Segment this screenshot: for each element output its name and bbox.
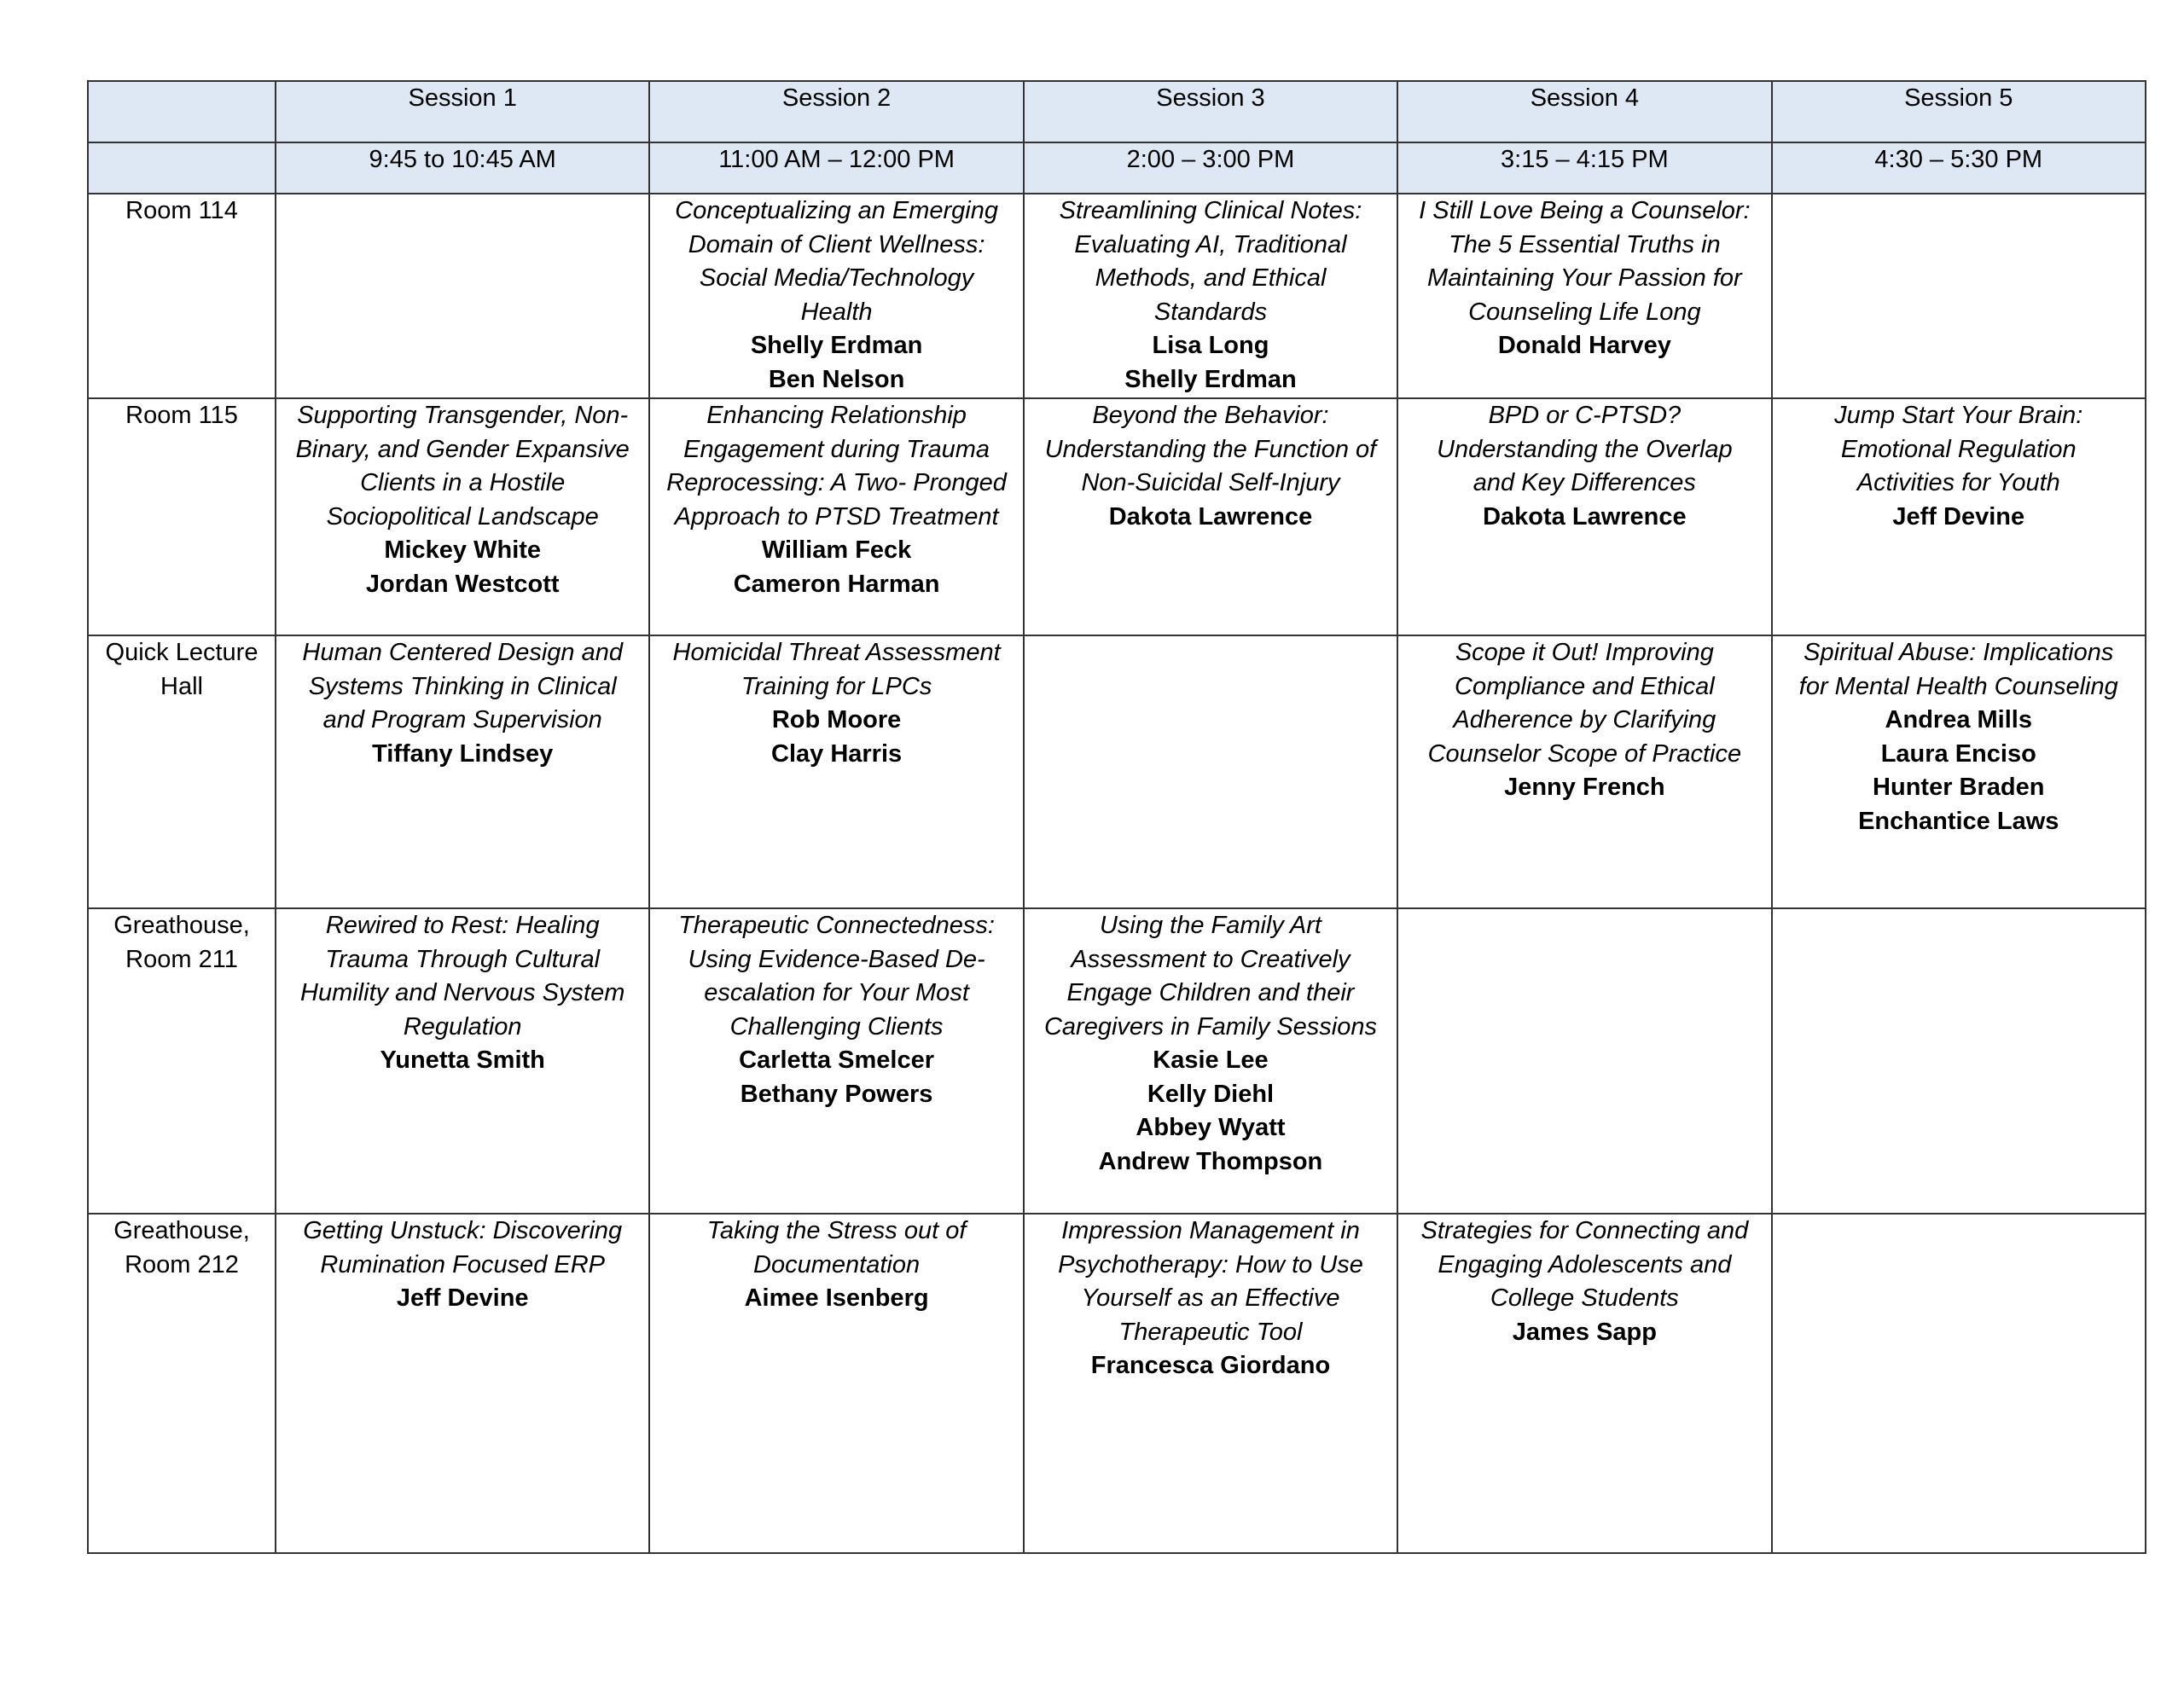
session-title: Training for LPCs xyxy=(741,672,932,700)
presenter-name: Jeff Devine xyxy=(396,1284,529,1312)
session-title: Compliance and Ethical xyxy=(1455,672,1715,700)
session-title: Streamlining Clinical Notes: xyxy=(1059,197,1362,224)
room-name-cell xyxy=(88,1214,276,1553)
session-title: Impression Management in xyxy=(1061,1217,1360,1244)
presenter-name: Shelly Erdman xyxy=(750,332,923,359)
room-row xyxy=(88,194,2146,398)
presenter-name: William Feck xyxy=(761,536,912,564)
session-title: Conceptualizing an Emerging xyxy=(675,197,998,224)
session-title: Strategies for Connecting and xyxy=(1420,1217,1749,1244)
presenter-name: Yunetta Smith xyxy=(380,1046,545,1074)
presenter-name: Rob Moore xyxy=(771,706,902,733)
session-title: Standards xyxy=(1153,298,1268,326)
session-title: BPD or C-PTSD? xyxy=(1488,402,1682,429)
presenter-name: Donald Harvey xyxy=(1497,332,1671,359)
session-title: Trauma Through Cultural xyxy=(325,945,601,973)
presenter-name: Aimee Isenberg xyxy=(744,1284,929,1312)
session-title: Beyond the Behavior: xyxy=(1092,402,1329,429)
session-cell xyxy=(649,398,1023,635)
session-title: Clients in a Hostile xyxy=(360,469,566,496)
session-title: Non-Suicidal Self-Injury xyxy=(1081,469,1340,496)
room-name: Greathouse, xyxy=(113,1217,250,1244)
session-cell xyxy=(276,635,649,908)
session-cell xyxy=(649,908,1023,1214)
session-title: Systems Thinking in Clinical xyxy=(308,672,617,700)
session-title: Human Centered Design and xyxy=(302,639,623,666)
presenter-name: Mickey White xyxy=(384,536,542,564)
presenter-name: Hunter Braden xyxy=(1873,774,2045,801)
session-title: and Program Supervision xyxy=(322,706,602,733)
room-name: Quick Lecture xyxy=(105,639,258,666)
session-title: for Mental Health Counseling xyxy=(1798,672,2118,700)
session-title: Jump Start Your Brain: xyxy=(1834,402,2083,429)
room-row xyxy=(88,635,2146,908)
presenter-name: Carletta Smelcer xyxy=(739,1046,935,1074)
session-cell xyxy=(1397,194,1771,398)
presenter-name: Ben Nelson xyxy=(768,365,905,393)
session-title: Caregivers in Family Sessions xyxy=(1043,1012,1377,1041)
session-title: Domain of Client Wellness: xyxy=(688,230,985,258)
room-name: Greathouse, xyxy=(113,912,250,939)
session-title: Taking the Stress out of xyxy=(706,1217,967,1244)
session-title: escalation for Your Most xyxy=(704,979,969,1006)
presenter-name: Shelly Erdman xyxy=(1124,365,1297,393)
session-title: Binary, and Gender Expansive xyxy=(295,435,630,463)
presenter-name: Dakota Lawrence xyxy=(1483,502,1687,530)
room-name: Hall xyxy=(160,672,203,700)
session-title: Engaging Adolescents and xyxy=(1438,1250,1732,1278)
session-label: Session 2 xyxy=(649,81,1023,142)
session-time: 4:30 – 5:30 PM xyxy=(1772,142,2146,194)
empty-session-cell xyxy=(276,194,649,398)
session-title: Therapeutic Connectedness: xyxy=(678,912,995,939)
room-name: Room 212 xyxy=(125,1250,239,1278)
session-title: Counseling Life Long xyxy=(1468,298,1701,326)
session-label-row xyxy=(88,81,2146,142)
presenter-name: Kasie Lee xyxy=(1153,1046,1269,1074)
session-cell xyxy=(1772,635,2146,908)
empty-session-cell xyxy=(1772,194,2146,398)
presenter-name: James Sapp xyxy=(1512,1318,1657,1346)
session-title: Spiritual Abuse: Implications xyxy=(1804,639,2114,666)
room-name-cell xyxy=(88,635,276,908)
session-label: Session 5 xyxy=(1772,81,2146,142)
session-cell xyxy=(649,194,1023,398)
session-time: 9:45 to 10:45 AM xyxy=(276,142,649,194)
schedule-table xyxy=(87,80,2146,1554)
presenter-name: Enchantice Laws xyxy=(1858,807,2059,835)
session-title: Supporting Transgender, Non- xyxy=(297,402,629,429)
session-title: Understanding the Overlap xyxy=(1437,435,1733,463)
session-title: Methods, and Ethical xyxy=(1095,264,1327,292)
session-cell xyxy=(1024,398,1397,635)
corner-cell xyxy=(88,81,276,142)
session-title: College Students xyxy=(1490,1284,1679,1312)
empty-session-cell xyxy=(1772,1214,2146,1553)
session-title: Reprocessing: A Two- Pronged xyxy=(666,469,1007,496)
presenter-name: Jeff Devine xyxy=(1892,502,2025,530)
session-title: Activities for Youth xyxy=(1856,469,2060,496)
presenter-name: Abbey Wyatt xyxy=(1136,1114,1286,1141)
session-cell xyxy=(276,1214,649,1553)
session-title: Engage Children and their xyxy=(1066,979,1355,1006)
session-cell xyxy=(1772,398,2146,635)
room-row xyxy=(88,1214,2146,1553)
session-title: Using the Family Art xyxy=(1099,912,1321,939)
room-name: Room 115 xyxy=(125,402,238,429)
empty-session-cell xyxy=(1397,908,1771,1214)
session-title: Health xyxy=(800,298,873,326)
session-cell xyxy=(649,1214,1023,1553)
session-title: Getting Unstuck: Discovering xyxy=(303,1217,623,1244)
session-title: Yourself as an Effective xyxy=(1081,1284,1340,1312)
presenter-name: Cameron Harman xyxy=(733,570,940,598)
presenter-name: Dakota Lawrence xyxy=(1108,502,1313,530)
session-cell xyxy=(276,398,649,635)
session-cell xyxy=(649,635,1023,908)
presenter-name: Tiffany Lindsey xyxy=(372,739,554,768)
session-title: Psychotherapy: How to Use xyxy=(1058,1250,1363,1278)
session-label: Session 3 xyxy=(1024,81,1397,142)
session-label: Session 4 xyxy=(1397,81,1771,142)
session-cell xyxy=(1397,1214,1771,1553)
session-title: I Still Love Being a Counselor: xyxy=(1419,197,1751,224)
session-title: Adherence by Clarifying xyxy=(1453,706,1716,733)
session-title: Humility and Nervous System xyxy=(300,979,625,1006)
session-title: Approach to PTSD Treatment xyxy=(674,502,999,530)
room-name-cell xyxy=(88,908,276,1214)
session-cell xyxy=(1397,635,1771,908)
session-title: Social Media/Technology xyxy=(699,264,974,292)
presenter-name: Jenny French xyxy=(1504,774,1665,801)
session-cell xyxy=(1024,908,1397,1214)
corner-cell xyxy=(88,142,276,194)
schedule-header xyxy=(88,81,2146,194)
session-title: The 5 Essential Truths in xyxy=(1449,230,1721,258)
session-title: Therapeutic Tool xyxy=(1118,1318,1303,1346)
session-cell xyxy=(276,908,649,1214)
room-row xyxy=(88,398,2146,635)
presenter-name: Clay Harris xyxy=(771,739,903,768)
session-time: 11:00 AM – 12:00 PM xyxy=(649,142,1023,194)
session-title: Assessment to Creatively xyxy=(1071,945,1350,973)
session-title: Scope it Out! Improving xyxy=(1455,639,1714,666)
room-name-cell xyxy=(88,398,276,635)
presenter-name: Bethany Powers xyxy=(740,1080,933,1108)
room-row xyxy=(88,908,2146,1214)
session-title: Engagement during Trauma xyxy=(683,435,990,463)
room-name: Room 211 xyxy=(125,945,238,973)
schedule-body xyxy=(88,194,2146,1553)
empty-session-cell xyxy=(1024,635,1397,908)
presenter-name: Lisa Long xyxy=(1152,332,1269,359)
presenter-name: Andrea Mills xyxy=(1885,706,2032,733)
session-title: Sociopolitical Landscape xyxy=(326,502,599,530)
room-name: Room 114 xyxy=(125,197,238,224)
room-name-cell xyxy=(88,194,276,398)
session-title: and Key Differences xyxy=(1472,469,1696,496)
presenter-name: Andrew Thompson xyxy=(1098,1147,1323,1175)
session-title: Maintaining Your Passion for xyxy=(1427,264,1742,292)
session-title: Using Evidence-Based De- xyxy=(688,945,985,973)
session-time-row xyxy=(88,142,2146,194)
session-cell xyxy=(1024,1214,1397,1553)
empty-session-cell xyxy=(1772,908,2146,1214)
session-title: Counselor Scope of Practice xyxy=(1427,739,1742,768)
presenter-name: Kelly Diehl xyxy=(1147,1080,1275,1108)
session-title: Documentation xyxy=(753,1250,921,1278)
session-title: Rewired to Rest: Healing xyxy=(325,912,600,939)
session-cell xyxy=(1024,194,1397,398)
presenter-name: Francesca Giordano xyxy=(1090,1352,1331,1379)
session-title: Enhancing Relationship xyxy=(706,402,967,429)
session-cell xyxy=(1397,398,1771,635)
session-title: Challenging Clients xyxy=(729,1012,944,1041)
session-title: Rumination Focused ERP xyxy=(320,1250,606,1278)
session-time: 3:15 – 4:15 PM xyxy=(1397,142,1771,194)
session-label: Session 1 xyxy=(276,81,649,142)
presenter-name: Laura Enciso xyxy=(1880,739,2036,768)
session-title: Evaluating AI, Traditional xyxy=(1074,230,1347,258)
session-title: Homicidal Threat Assessment xyxy=(672,639,1001,666)
session-title: Emotional Regulation xyxy=(1840,435,2077,463)
session-time: 2:00 – 3:00 PM xyxy=(1024,142,1397,194)
presenter-name: Jordan Westcott xyxy=(365,570,560,598)
session-title: Regulation xyxy=(403,1012,522,1041)
session-title: Understanding the Function of xyxy=(1044,435,1377,463)
